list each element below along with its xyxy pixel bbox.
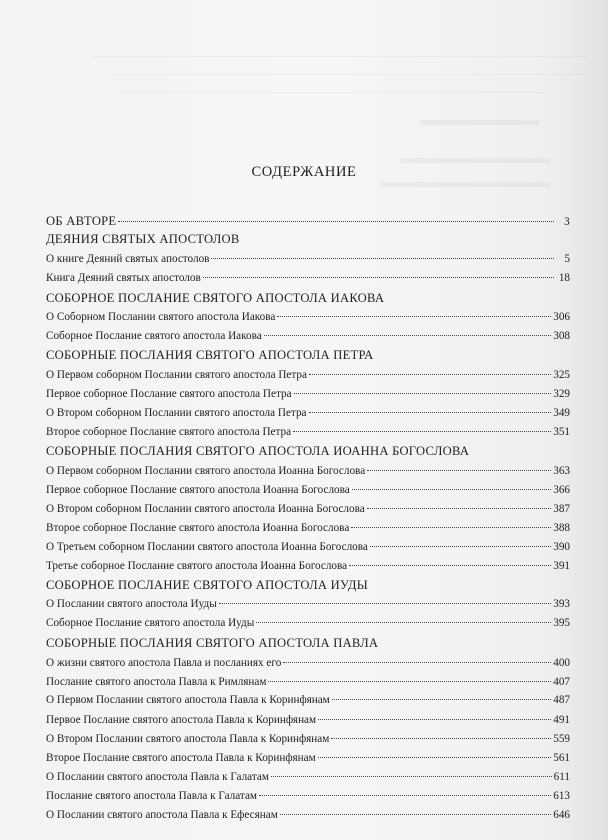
- toc-entry: [46, 694, 570, 712]
- toc-page-number: 646: [553, 809, 570, 821]
- toc-page-number: 491: [553, 714, 570, 726]
- dot-leader: [351, 526, 551, 528]
- toc-entry: [46, 465, 570, 483]
- dot-leader: [259, 794, 551, 796]
- dot-leader: [118, 220, 554, 222]
- toc-entry: [46, 752, 570, 770]
- toc-label: О Послании святого апостола Павла к Галатам: [46, 771, 269, 783]
- dot-leader: [367, 469, 551, 471]
- toc-entry: [46, 484, 570, 502]
- toc-page-number: 325: [553, 369, 570, 381]
- toc-label: О Первом соборном Послании святого апостола Иоанна Богослова: [46, 465, 366, 477]
- toc-label: СОБОРНОЕ ПОСЛАНИЕ СВЯТОГО АПОСТОЛА ИАКОВА: [46, 291, 385, 305]
- toc-entry: [46, 407, 570, 425]
- toc-page-number: 400: [553, 657, 570, 669]
- dot-leader: [280, 813, 551, 815]
- toc-label: Второе Послание святого апостола Павла к Коринфянам: [46, 752, 316, 764]
- toc-page-number: 388: [553, 522, 570, 534]
- toc-section: [46, 232, 570, 250]
- toc-page-number: 18: [558, 272, 570, 284]
- toc-label: ДЕЯНИЯ СВЯТЫХ АПОСТОЛОВ: [46, 232, 240, 246]
- toc-label: СОБОРНЫЕ ПОСЛАНИЯ СВЯТОГО АПОСТОЛА ПАВЛА: [46, 636, 379, 650]
- toc-page-number: 308: [553, 330, 570, 342]
- toc-entry: [46, 771, 570, 789]
- toc-label: О Втором Послании святого апостола Павла к Коринфянам: [46, 733, 330, 745]
- toc-section: [46, 214, 570, 232]
- toc-page-number: 349: [553, 407, 570, 419]
- toc-page-number: 306: [553, 311, 570, 323]
- dot-leader: [367, 507, 552, 509]
- toc-entry: [46, 733, 570, 751]
- dot-leader: [268, 680, 551, 682]
- toc-entry: [46, 369, 570, 387]
- toc-page-number: 391: [553, 560, 570, 572]
- toc-label: О Третьем соборном Послании святого апостола Иоанна Богослова: [46, 541, 368, 553]
- toc-label: О книге Деяний святых апостолов: [46, 253, 210, 265]
- toc-label: О Первом Послании святого апостола Павла к Коринфянам: [46, 694, 330, 706]
- toc-entry: [46, 503, 570, 521]
- toc-label: О Соборном Послании святого апостола Иакова: [46, 311, 276, 323]
- dot-leader: [332, 698, 551, 700]
- dot-leader: [370, 545, 551, 547]
- bleed-through-text: [380, 182, 550, 187]
- toc-page-number: 366: [553, 484, 570, 496]
- toc-entry: [46, 253, 570, 271]
- toc-entry: [46, 714, 570, 732]
- bleed-through-line: [90, 56, 588, 57]
- toc-page-number: 395: [553, 617, 570, 629]
- toc-entry: [46, 657, 570, 675]
- toc-entry: [46, 676, 570, 694]
- dot-leader: [309, 411, 552, 413]
- toc-label: Первое соборное Послание святого апостола Петра: [46, 388, 292, 400]
- toc-entry: [46, 790, 570, 808]
- toc-section: [46, 636, 570, 654]
- toc-label: Первое Послание святого апостола Павла к Коринфянам: [46, 714, 317, 726]
- toc-entry: [46, 522, 570, 540]
- toc-section: [46, 444, 570, 462]
- dot-leader: [293, 430, 551, 432]
- dot-leader: [318, 718, 551, 720]
- dot-leader: [318, 756, 552, 758]
- toc-label: Соборное Послание святого апостола Иакова: [46, 330, 262, 342]
- toc-page-number: 561: [553, 752, 570, 764]
- dot-leader: [271, 775, 552, 777]
- dot-leader: [277, 315, 551, 317]
- toc-label: О Послании святого апостола Павла к Ефесянам: [46, 809, 278, 821]
- toc-page-number: 351: [553, 426, 570, 438]
- dot-leader: [264, 334, 552, 336]
- toc-label: О Втором соборном Послании святого апостола Петра: [46, 407, 307, 419]
- toc-section: [46, 291, 570, 309]
- toc-section: [46, 348, 570, 366]
- toc-entry: [46, 388, 570, 406]
- dot-leader: [203, 276, 554, 278]
- toc-label: Первое соборное Послание святого апостола Иоанна Богослова: [46, 484, 350, 496]
- bleed-through-line: [120, 92, 548, 93]
- toc-page-number: 393: [553, 598, 570, 610]
- toc-entry: [46, 541, 570, 559]
- toc-entry: [46, 809, 570, 827]
- toc-entry: [46, 311, 570, 329]
- toc-entry: [46, 330, 570, 348]
- toc-label: Послание святого апостола Павла к Галатам: [46, 790, 257, 802]
- toc-label: Третье соборное Послание святого апостола Иоанна Богослова: [46, 560, 348, 572]
- toc-label: ОБ АВТОРЕ: [46, 214, 117, 228]
- toc-page-number: 559: [553, 733, 570, 745]
- dot-leader: [349, 564, 551, 566]
- toc-label: Второе соборное Послание святого апостола Петра: [46, 426, 292, 438]
- toc-label: О Первом соборном Послании святого апостола Петра: [46, 369, 307, 381]
- dot-leader: [219, 602, 551, 604]
- bleed-through-line: [110, 74, 588, 75]
- toc-section: [46, 578, 570, 596]
- dot-leader: [294, 392, 552, 394]
- dot-leader: [256, 621, 551, 623]
- toc-entry: [46, 426, 570, 444]
- toc-page-number: 329: [553, 388, 570, 400]
- toc-entry: [46, 272, 570, 290]
- toc-page-number: 613: [553, 790, 570, 802]
- toc-page-number: 487: [553, 694, 570, 706]
- toc-title: СОДЕРЖАНИЕ: [251, 164, 357, 180]
- toc-label: Книга Деяний святых апостолов: [46, 272, 201, 284]
- toc-label: СОБОРНЫЕ ПОСЛАНИЯ СВЯТОГО АПОСТОЛА ИОАННА БОГОСЛОВА: [46, 444, 470, 458]
- toc-label: СОБОРНОЕ ПОСЛАНИЕ СВЯТОГО АПОСТОЛА ИУДЫ: [46, 578, 368, 592]
- toc-page-number: 5: [564, 253, 570, 265]
- dot-leader: [283, 661, 551, 663]
- toc-label: О Втором соборном Послании святого апостола Иоанна Богослова: [46, 503, 365, 515]
- toc-label: Послание святого апостола Павла к Римлянам: [46, 676, 267, 688]
- toc-page-number: 3: [564, 216, 570, 228]
- toc-entry: [46, 560, 570, 578]
- toc-label: СОБОРНЫЕ ПОСЛАНИЯ СВЯТОГО АПОСТОЛА ПЕТРА: [46, 348, 374, 362]
- toc-page-number: 363: [553, 465, 570, 477]
- toc-entry: [46, 617, 570, 635]
- toc-label: О жизни святого апостола Павла и посланиях его: [46, 657, 282, 669]
- toc-page-number: 407: [553, 676, 570, 688]
- toc-label: О Послании святого апостола Иуды: [46, 598, 217, 610]
- toc-entry: [46, 598, 570, 616]
- bleed-through-text: [420, 120, 540, 125]
- dot-leader: [352, 488, 551, 490]
- toc-page-number: 390: [553, 541, 570, 553]
- toc-page-number: 611: [553, 771, 570, 783]
- bleed-through-text: [400, 158, 550, 163]
- dot-leader: [331, 737, 551, 739]
- dot-leader: [211, 257, 554, 259]
- toc-page-number: 387: [553, 503, 570, 515]
- dot-leader: [309, 373, 551, 375]
- toc-label: Второе соборное Послание святого апостола Иоанна Богослова: [46, 522, 350, 534]
- toc-label: Соборное Послание святого апостола Иуды: [46, 617, 255, 629]
